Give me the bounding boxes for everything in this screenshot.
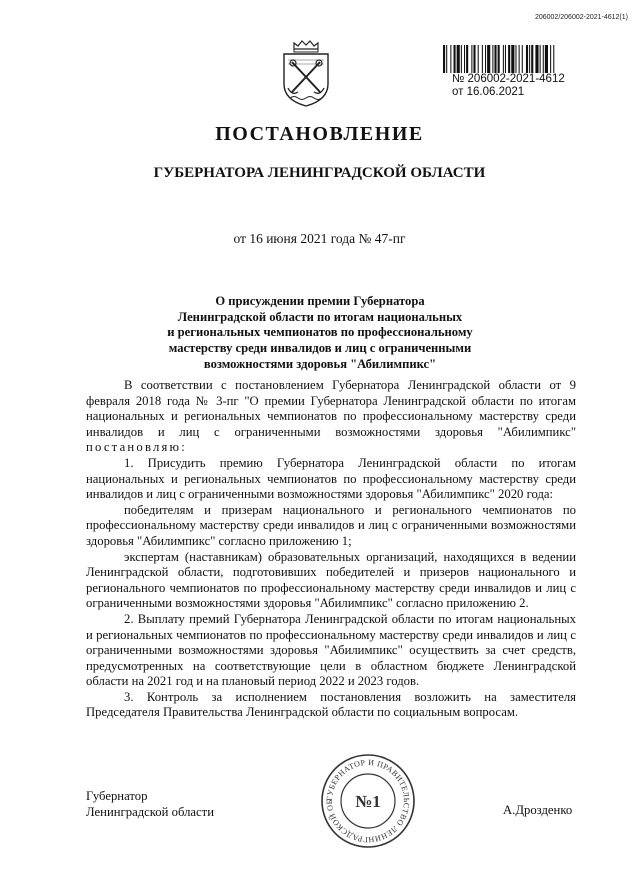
decree-word: постановляю:	[86, 440, 187, 455]
item-3: 3. Контроль за исполнением постановления возложить на заместителя Председателя Правительства Ленинградской области по социальным вопросам.	[86, 689, 576, 720]
coat-of-arms-icon	[280, 40, 332, 110]
heading-line: и региональных чемпионатов по профессиональному	[167, 325, 473, 340]
heading-line: возможностями здоровья "Абилимпикс"	[203, 356, 437, 371]
decree-body	[86, 378, 576, 721]
signatory-name: А.Дрозденко	[503, 803, 573, 817]
item-2: 2. Выплату премий Губернатора Ленинградской области по итогам национальных и региональных чемпионатов по профессиональному мастерству среди инвалидов и лиц с ограниченными возможностями здоровья "Абилимпикс" осуществить за счет средств, предусмотренных на соответствующие цели в областном бюджете Ленинградской области на 2021 год и на плановый период 2022 и 2023 годов.	[86, 611, 576, 689]
item-1-experts: экспертам (наставникам) образовательных организаций, находящихся в ведении Ленинградской области, подготовивших победителей и призеров национального и регионального чемпионатов по профессиональному мастерству среди инвалидов и лиц с ограниченными возможностями здоровья "Абилимпикс" согласно приложению 2.	[86, 549, 576, 611]
document-registration	[452, 73, 565, 99]
decree-date-number: от 16 июня 2021 года № 47-пг	[233, 231, 406, 246]
document-title: ПОСТАНОВЛЕНИЕ	[215, 123, 424, 145]
document-number: № 206002-2021-4612	[452, 73, 565, 85]
signatory-position	[86, 788, 214, 820]
document-subtitle: ГУБЕРНАТОРА ЛЕНИНГРАДСКОЙ ОБЛАСТИ	[153, 165, 486, 181]
heading-line: Ленинградской области по итогам национальных	[177, 309, 463, 324]
intro-paragraph	[86, 378, 576, 456]
heading-line: мастерству среди инвалидов и лиц с ограниченными	[168, 341, 472, 356]
stamp-number: №1	[355, 792, 381, 811]
official-stamp	[320, 753, 416, 849]
item-1-winners: победителям и призерам национального и регионального чемпионатов по профессиональному мастерству среди инвалидов и лиц с ограниченными возможностями здоровья "Абилимпикс" согласно приложению 1;	[86, 502, 576, 548]
stamp-ring-text: ГУБЕРНАТОР И ПРАВИТЕЛЬСТВО ЛЕНИНГРАДСКОЙ ОБ	[324, 757, 412, 845]
document-date: от 16.06.2021	[452, 86, 525, 98]
decree-heading	[60, 294, 580, 373]
intro-text: В соответствии с постановлением Губернатора Ленинградской области от 9 февраля 2018 года № 3-пг "О премии Губернатора Ленинградской области по итогам национальных и региональных чемпионатов по профессиональному мастерству среди инвалидов и лиц с ограниченными возможностями здоровья "Абилимпикс"	[86, 378, 576, 439]
position-line: Губернатор	[86, 789, 148, 803]
registration-code: 206002/206002-2021-4612(1)	[534, 14, 628, 21]
heading-line: О присуждении премии Губернатора	[215, 294, 425, 308]
barcode	[443, 45, 589, 73]
position-line: Ленинградской области	[86, 805, 215, 819]
item-1: 1. Присудить премию Губернатора Ленинградской области по итогам национальных и региональных чемпионатов по профессиональному мастерству среди инвалидов и лиц с ограниченными возможностями здоровья "Абилимпикс" 2020 года:	[86, 455, 576, 502]
